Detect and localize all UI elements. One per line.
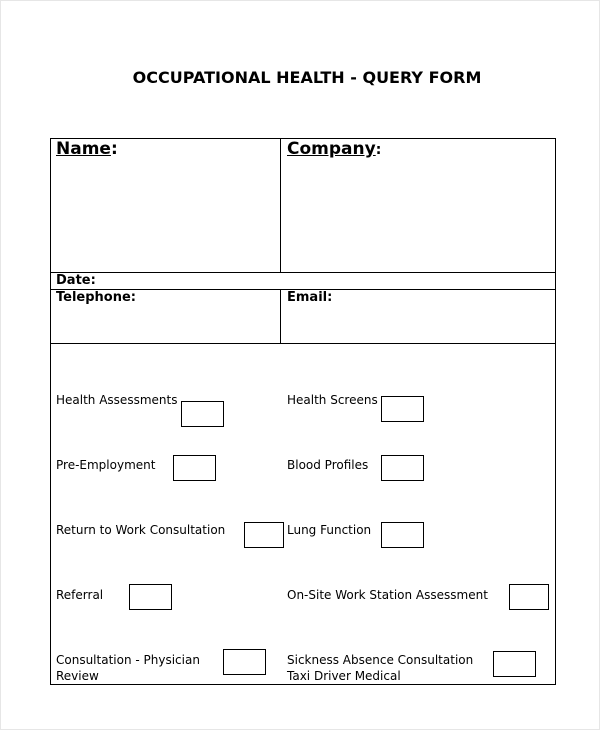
- date-field[interactable]: Date:: [56, 273, 96, 288]
- service-label: Pre-Employment: [56, 458, 156, 472]
- colon: :: [110, 139, 118, 159]
- service-label: Health Screens: [287, 393, 378, 407]
- service-label: Referral: [56, 588, 104, 602]
- service-label: Return to Work Consultation: [56, 523, 226, 537]
- name-field[interactable]: [56, 139, 118, 159]
- table-border-right: [555, 138, 556, 685]
- service-label: On-Site Work Station Assessment: [287, 588, 488, 602]
- divider: [50, 272, 556, 273]
- table-border-left: [50, 138, 51, 685]
- service-label: Lung Function: [287, 523, 372, 537]
- telephone-field[interactable]: Telephone:: [56, 290, 136, 305]
- checkbox-sickness-absence[interactable]: [493, 651, 536, 677]
- email-field[interactable]: Email:: [287, 290, 333, 305]
- colon: :: [375, 142, 382, 158]
- name-label: Name: [56, 139, 111, 159]
- service-label: Consultation - Physician Review: [56, 653, 200, 683]
- checkbox-health-screens[interactable]: [381, 396, 424, 422]
- divider: [280, 138, 281, 272]
- checkbox-return-to-work[interactable]: [244, 522, 284, 548]
- service-label: Health Assessments: [56, 393, 178, 407]
- checkbox-health-assessments[interactable]: [181, 401, 224, 427]
- service-label: Blood Profiles: [287, 458, 369, 472]
- form-title: OCCUPATIONAL HEALTH - QUERY FORM: [132, 68, 482, 87]
- checkbox-lung-function[interactable]: [381, 522, 424, 548]
- checkbox-workstation-assessment[interactable]: [509, 584, 549, 610]
- checkbox-physician-review[interactable]: [223, 649, 266, 675]
- company-label: Company: [287, 139, 376, 159]
- table-border-bottom: [50, 684, 556, 685]
- checkbox-pre-employment[interactable]: [173, 455, 216, 481]
- service-label: Sickness Absence Consultation Taxi Driver Medical: [287, 653, 474, 683]
- checkbox-referral[interactable]: [129, 584, 172, 610]
- divider: [280, 289, 281, 343]
- checkbox-blood-profiles[interactable]: [381, 455, 424, 481]
- company-field[interactable]: [287, 139, 381, 159]
- divider: [50, 343, 556, 344]
